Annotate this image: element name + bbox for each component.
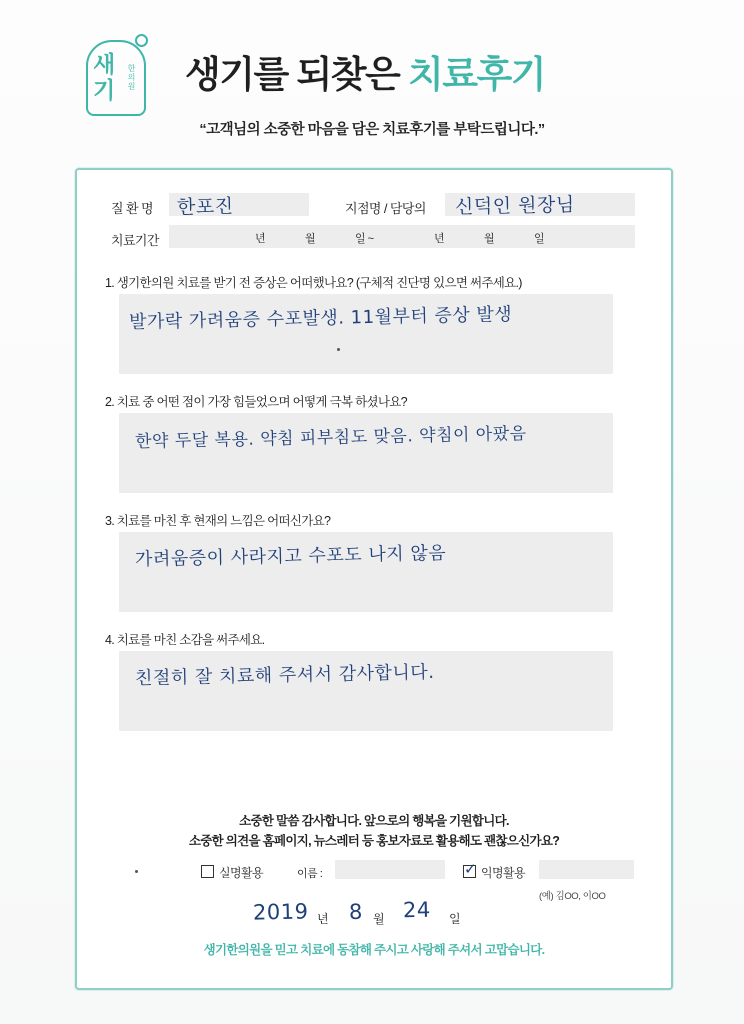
period-unit-month2: 월 — [484, 233, 495, 245]
page-title-plain: 생기를 되찾은 — [185, 54, 409, 95]
question-2-answer: 한약 두달 복용. 약침 피부침도 맞음. 약침이 아팠음 — [134, 423, 527, 453]
date-day-unit: 일 — [449, 912, 461, 926]
page-title — [185, 44, 545, 98]
logo-dot — [135, 34, 148, 47]
question-2-label: 2. 치료 중 어떤 점이 가장 힘들었으며 어떻게 극복 하셨나요? — [105, 395, 407, 409]
period-unit-day1: 일 ~ — [355, 233, 374, 245]
thanks-line-2: 소중한 의견을 홈페이지, 뉴스레터 등 홍보자료로 활용해도 괜찮으신가요? — [188, 834, 560, 848]
example-note: (예) 김OO, 이OO — [539, 891, 606, 902]
review-form-card — [75, 168, 673, 990]
anonymous-consent[interactable] — [463, 864, 525, 881]
real-name-label: 실명활용 — [219, 866, 263, 880]
page-subtitle: “고객님의 소중한 마음을 담은 치료후기를 부탁드립니다.” — [199, 122, 545, 138]
branch-label: 지점명 / 담당의 — [345, 201, 426, 216]
period-unit-year2: 년 — [434, 233, 445, 245]
real-name-checkbox[interactable] — [201, 865, 214, 878]
name-field-input[interactable] — [335, 860, 445, 879]
question-1-answer: 발가락 가려움증 수포발생. 11월부터 증상 발생 — [128, 303, 513, 334]
period-unit-day2: 일 — [534, 233, 545, 245]
thanks-line-1: 소중한 말씀 감사합니다. 앞으로의 행복을 기원합니다. — [239, 814, 509, 828]
logo-char-1: 새 — [93, 51, 115, 77]
period-unit-year1: 년 — [255, 233, 266, 245]
anonymous-checkbox[interactable] — [463, 865, 476, 878]
logo-side-text: 한의원 — [127, 64, 136, 91]
date-month-unit: 월 — [373, 912, 385, 926]
real-name-consent[interactable] — [201, 864, 263, 881]
question-4-label: 4. 치료를 마친 소감을 써주세요. — [105, 633, 265, 647]
question-4-answer: 친절히 잘 치료해 주셔서 감사합니다. — [134, 661, 435, 690]
anonymous-field-input[interactable] — [539, 860, 634, 879]
branch-value: 신덕인 원장님 — [454, 193, 575, 219]
period-unit-month1: 월 — [305, 233, 316, 245]
anonymous-label: 익명활용 — [481, 866, 525, 880]
period-input[interactable] — [169, 225, 635, 248]
date-year-unit: 년 — [317, 912, 329, 926]
page-title-accent: 치료후기 — [408, 54, 545, 95]
name-field-label: 이름 : — [297, 868, 323, 880]
date-year-value: 2019 — [252, 899, 309, 925]
question-3-answer: 가려움증이 사라지고 수포도 나지 않음 — [134, 542, 447, 571]
disease-value: 한포진 — [176, 195, 234, 219]
saenggi-logo-icon — [80, 34, 152, 118]
question-3-label: 3. 치료를 마친 후 현재의 느낌은 어떠신가요? — [105, 514, 331, 528]
question-1-label: 1. 생기한의원 치료를 받기 전 증상은 어떠했나요? (구체적 진단명 있으면 써주세요.) — [105, 276, 522, 290]
disease-label: 질 환 명 — [111, 201, 153, 216]
period-label: 치료기간 — [111, 233, 159, 248]
date-day-value: 24 — [402, 897, 431, 923]
scan-speck-2 — [135, 870, 138, 873]
date-month-value: 8 — [348, 899, 364, 925]
footer-message: 생기한의원을 믿고 치료에 동참해 주시고 사랑해 주셔서 고맙습니다. — [203, 943, 545, 957]
logo-char-2: 기 — [93, 77, 115, 103]
scan-speck — [337, 348, 340, 351]
document-header — [0, 26, 744, 146]
